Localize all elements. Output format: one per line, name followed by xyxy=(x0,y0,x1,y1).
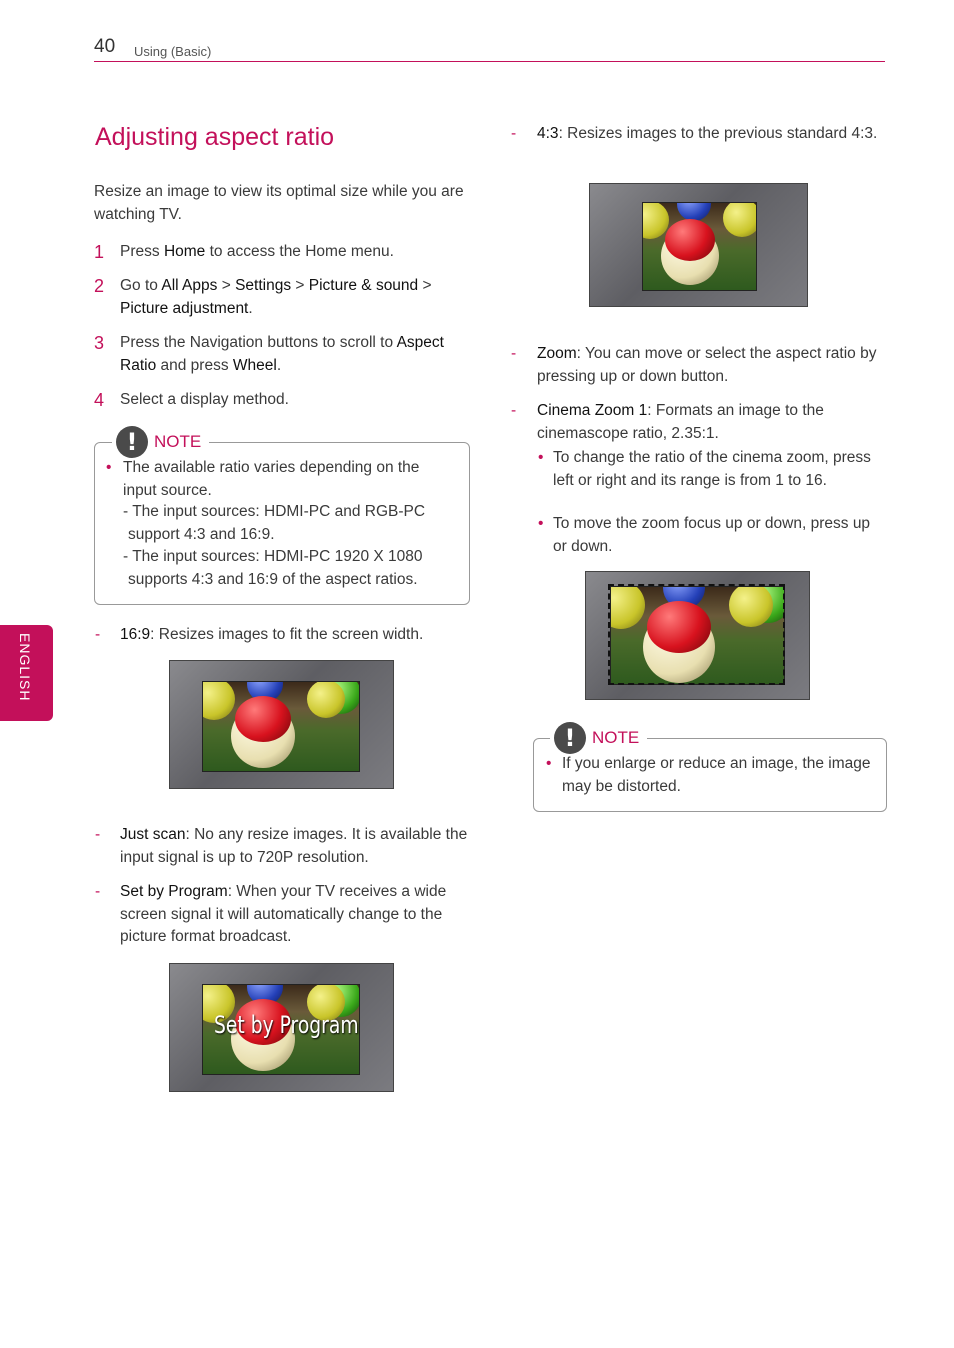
language-label: ENGLISH xyxy=(17,633,33,702)
dash-marker: - xyxy=(95,883,101,900)
step-1-number: 1 xyxy=(94,242,105,262)
exclamation-icon: ! xyxy=(116,426,148,458)
dash-marker: - xyxy=(511,345,517,362)
step-2-number: 2 xyxy=(94,276,105,296)
set-by-program-overlay: Set by Program xyxy=(214,1011,359,1039)
intro-paragraph: Resize an image to view its optimal size while you are watching TV. xyxy=(94,183,464,223)
note-header-2 xyxy=(550,721,647,755)
page-number: 40 xyxy=(94,36,116,57)
exclamation-icon: ! xyxy=(554,722,586,754)
note-label: NOTE xyxy=(154,431,202,451)
item-16-9: 16:9: Resizes images to fit the screen width. xyxy=(120,626,424,643)
step-4-text: Select a display method. xyxy=(120,391,289,408)
dash-marker: - xyxy=(511,125,517,142)
page-title: Adjusting aspect ratio xyxy=(95,123,335,151)
bullet-icon: • xyxy=(538,515,544,532)
header-rule xyxy=(94,61,885,62)
note-1-sub-2: - The input sources: HDMI-PC 1920 X 1080 supports 4:3 and 16:9 of the aspect ratios. xyxy=(123,548,423,588)
item-set-by-program: Set by Program: When your TV receives a wide screen signal it will automatically change to the picture format broadcast. xyxy=(120,883,447,945)
cinema-bullet-1: To change the ratio of the cinema zoom, press left or right and its range is from 1 to 16. xyxy=(553,449,871,489)
note-header-1 xyxy=(112,425,209,459)
step-3-number: 3 xyxy=(94,333,105,353)
language-side-tab xyxy=(0,625,53,721)
step-2-text: Go to All Apps > Settings > Picture & sound > Picture adjustment. xyxy=(120,277,432,317)
step-1-text: Press Home to access the Home menu. xyxy=(120,243,394,260)
bullet-icon: • xyxy=(106,459,112,476)
item-just-scan: Just scan: No any resize images. It is available the input signal is up to 720P resolution. xyxy=(120,826,468,866)
dash-marker: - xyxy=(511,402,517,419)
item-cinema-zoom: Cinema Zoom 1: Formats an image to the cinemascope ratio, 2.35:1. xyxy=(537,402,824,442)
zoom-focus-frame xyxy=(608,584,785,685)
dash-marker: - xyxy=(95,626,101,643)
note-1-sub-1: - The input sources: HDMI-PC and RGB-PC support 4:3 and 16:9. xyxy=(123,503,426,543)
note-1-text: The available ratio varies depending on the input source. xyxy=(123,459,420,499)
note-2-text: If you enlarge or reduce an image, the image may be distorted. xyxy=(562,755,871,795)
item-4-3: 4:3: Resizes images to the previous standard 4:3. xyxy=(537,125,878,142)
bullet-icon: • xyxy=(538,449,544,466)
cinema-bullet-2: To move the zoom focus up or down, press up or down. xyxy=(553,515,871,555)
home-key: Home xyxy=(163,243,206,260)
tv-image-cinema-zoom xyxy=(585,571,810,700)
dash-marker: - xyxy=(95,826,101,843)
item-zoom: Zoom: You can move or select the aspect ratio by pressing up or down button. xyxy=(537,345,877,385)
tv-image-16-9 xyxy=(169,660,394,789)
section-title: Using (Basic) xyxy=(134,44,212,59)
note-label: NOTE xyxy=(592,727,640,747)
bullet-icon: • xyxy=(546,755,552,772)
tv-image-set-by-program xyxy=(169,963,394,1092)
step-3-text: Press the Navigation buttons to scroll to Aspect Ratio and press Wheel. xyxy=(120,334,444,374)
step-4-number: 4 xyxy=(94,390,105,410)
tv-image-4-3 xyxy=(589,183,808,307)
